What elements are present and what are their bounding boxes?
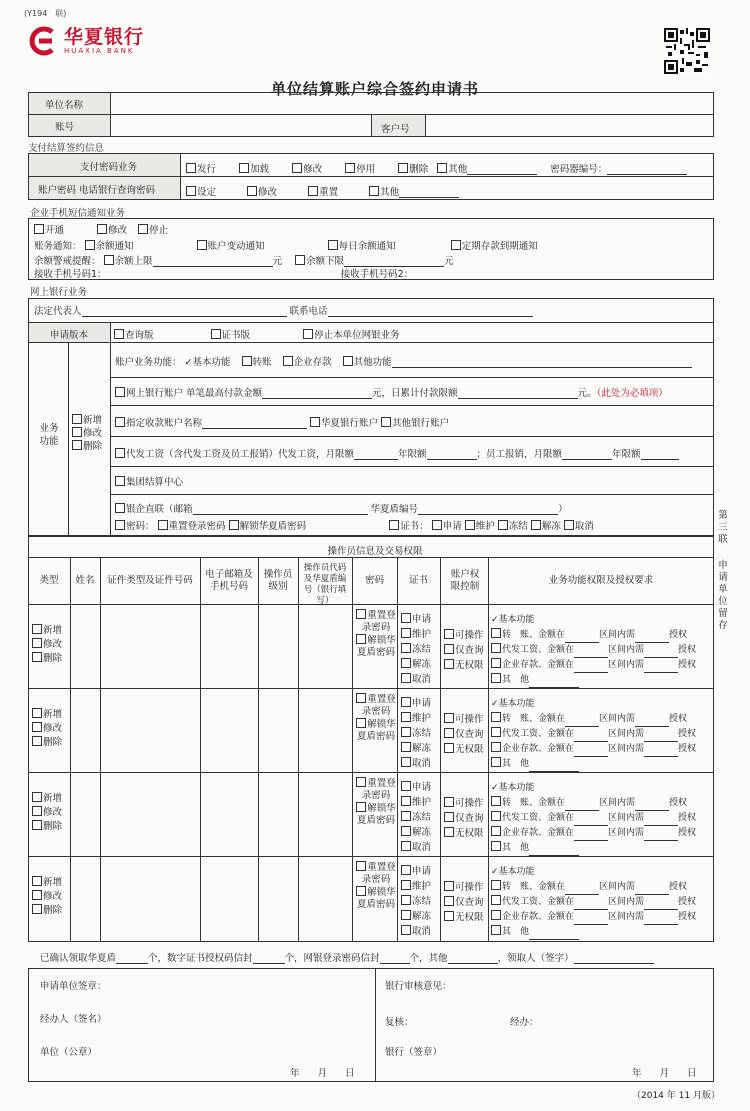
op-unlock-pwd[interactable]: 解锁华夏盾密码 bbox=[356, 719, 396, 742]
op-type-1[interactable]: 修改 bbox=[32, 806, 62, 820]
func-transfer[interactable]: 转账 bbox=[242, 357, 272, 368]
form-version: （2014 年 11 月版） bbox=[632, 1091, 720, 1101]
op-cert-1[interactable]: 维护 bbox=[401, 627, 431, 642]
opt-set[interactable]: 设定 bbox=[186, 187, 216, 198]
op-type-opts bbox=[32, 792, 62, 834]
phone1-field[interactable] bbox=[107, 269, 332, 280]
op-func-opts bbox=[491, 865, 696, 940]
sms-open[interactable]: 开通 bbox=[34, 225, 64, 236]
op-acct-2[interactable]: 无权限 bbox=[444, 826, 484, 841]
op-cert-2[interactable]: 冻结 bbox=[401, 894, 431, 909]
op-func-other[interactable]: 其 他 bbox=[491, 925, 696, 940]
cert-apply[interactable]: 申请 bbox=[432, 521, 462, 532]
daily-limit-field[interactable] bbox=[458, 388, 578, 399]
op-type-2[interactable]: 删除 bbox=[32, 736, 62, 750]
op-acct-1[interactable]: 仅查询 bbox=[444, 811, 484, 826]
signature-table bbox=[28, 968, 714, 1082]
sms-phone-row: 接收手机号码1： 接收手机号码2： bbox=[34, 266, 623, 280]
unit-name-label: 单位名称 bbox=[45, 100, 84, 111]
col-email: 电子邮箱及手机号码 bbox=[205, 569, 253, 592]
bank-handler-label: 经办： bbox=[510, 1017, 539, 1028]
op-type-2[interactable]: 删除 bbox=[32, 820, 62, 834]
opt-modify2[interactable]: 修改 bbox=[247, 187, 277, 198]
online-section-title: 网上银行业务 bbox=[30, 287, 88, 298]
col-cert: 证书 bbox=[408, 575, 428, 586]
op-func-opts bbox=[491, 697, 696, 772]
payee-other[interactable]: 其他银行账户 bbox=[381, 418, 449, 429]
op-pwd-opts bbox=[356, 777, 396, 827]
col-pwd: 密码 bbox=[364, 575, 384, 586]
op-type-1[interactable]: 修改 bbox=[32, 890, 62, 904]
ver-cert[interactable]: 证书版 bbox=[211, 330, 251, 341]
op-cert-opts bbox=[401, 696, 431, 771]
op-cert-3[interactable]: 解冻 bbox=[401, 909, 431, 924]
op-cert-3[interactable]: 解冻 bbox=[401, 825, 431, 840]
cert-unfreeze[interactable]: 解冻 bbox=[531, 521, 561, 532]
op-reset-pwd[interactable]: 重置登录密码 bbox=[356, 861, 396, 886]
col-acct: 账户权限控制 bbox=[450, 569, 480, 592]
reset-login-pwd[interactable]: 重置登录密码 bbox=[158, 521, 226, 532]
opt-reset[interactable]: 重置 bbox=[308, 187, 338, 198]
col-type: 类型 bbox=[39, 575, 59, 586]
payment-pwd-label: 支付密码业务 bbox=[80, 162, 138, 173]
biz-ops bbox=[72, 414, 102, 453]
contact-phone-field[interactable] bbox=[328, 306, 533, 317]
op-acct-0[interactable]: 可操作 bbox=[444, 880, 484, 895]
payee-row: 指定收款账户名称 华夏银行账户 其他银行账户 bbox=[115, 415, 449, 429]
bank-seal-label: 银行（签章） bbox=[385, 1047, 443, 1058]
cert-maint[interactable]: 维护 bbox=[465, 521, 495, 532]
op-func-2[interactable]: 企业存款、金额在 区间内需 授权 bbox=[491, 826, 696, 841]
op-cert-1[interactable]: 维护 bbox=[401, 711, 431, 726]
op-func-1[interactable]: 代发工资、金额在 区间内需 授权 bbox=[491, 895, 696, 910]
op-acct-opts bbox=[444, 712, 484, 757]
alert-upper[interactable]: 余额上限 bbox=[104, 256, 153, 267]
col-id: 证件类型及证件号码 bbox=[107, 575, 193, 586]
op-unlock-pwd[interactable]: 解锁华夏盾密码 bbox=[356, 635, 396, 658]
huaxia-logo-icon bbox=[26, 26, 60, 56]
sms-modify[interactable]: 修改 bbox=[97, 225, 127, 236]
op-cert-0[interactable]: 申请 bbox=[401, 864, 431, 879]
func-other[interactable]: 其他功能 bbox=[343, 357, 392, 368]
col-level: 操作员级别 bbox=[263, 569, 293, 592]
op-acct-1[interactable]: 仅查询 bbox=[444, 643, 484, 658]
op-acct-opts bbox=[444, 628, 484, 673]
sms-ops bbox=[34, 222, 168, 236]
op-acct-opts bbox=[444, 880, 484, 925]
op-type-opts bbox=[32, 708, 62, 750]
col-opcode: 操作员代码及华夏盾编号（银行填写） bbox=[303, 563, 347, 606]
review-label: 复核： bbox=[385, 1017, 414, 1028]
sms-section-title: 企业手机短信通知业务 bbox=[30, 208, 126, 219]
op-func-0[interactable]: 转 账、金额在 区间内需 授权 bbox=[491, 796, 696, 811]
account-label: 账号 bbox=[55, 122, 75, 133]
cert-freeze[interactable]: 冻结 bbox=[498, 521, 528, 532]
op-acct-2[interactable]: 无权限 bbox=[444, 742, 484, 757]
op-type-0[interactable]: 新增 bbox=[32, 876, 62, 890]
operator-title: 操作员信息及交易权限 bbox=[327, 546, 423, 557]
op-cert-2[interactable]: 冻结 bbox=[401, 810, 431, 825]
op-func-2[interactable]: 企业存款、金额在 区间内需 授权 bbox=[491, 910, 696, 925]
op-pwd-opts bbox=[356, 861, 396, 911]
alert-lower[interactable]: 余额下限 bbox=[295, 256, 344, 267]
opt-delete[interactable]: 删除 bbox=[398, 164, 428, 175]
applicant-seal-label: 申请单位签章： bbox=[40, 981, 107, 992]
device-no-label: 密码器编号： bbox=[550, 164, 608, 175]
form-code: (Y194 联) bbox=[24, 9, 67, 18]
sms-alert-row: 余额警戒提醒： 余额上限 元 余额下限 元 bbox=[34, 256, 454, 267]
legal-rep-row: 法定代表人 联系电话 bbox=[34, 303, 533, 317]
op-type-0[interactable]: 新增 bbox=[32, 708, 62, 722]
op-func-2[interactable]: 企业存款、金额在 区间内需 授权 bbox=[491, 742, 696, 757]
ver-query[interactable]: 查询版 bbox=[114, 330, 154, 341]
op-acct-opts bbox=[444, 796, 484, 841]
op-cert-2[interactable]: 冻结 bbox=[401, 642, 431, 657]
op-cert-0[interactable]: 申请 bbox=[401, 780, 431, 795]
op-cert-1[interactable]: 维护 bbox=[401, 795, 431, 810]
op-func-2[interactable]: 企业存款、金额在 区间内需 授权 bbox=[491, 658, 696, 673]
col-func: 业务功能权限及授权要求 bbox=[548, 575, 654, 586]
confirm-row: 已确认领取华夏盾 个，数字证书授权码信封 个，网银登录密码信封 个，其他 ，领取人（签字） bbox=[40, 950, 654, 964]
op-acct-1[interactable]: 仅查询 bbox=[444, 727, 484, 742]
op-unlock-pwd[interactable]: 解锁华夏盾密码 bbox=[356, 803, 396, 826]
op-acct-0[interactable]: 可操作 bbox=[444, 628, 484, 643]
ver-stop[interactable]: 停止本单位网银业务 bbox=[303, 330, 400, 341]
account-pwd-label: 账户密码 电话银行查询密码 bbox=[38, 185, 156, 196]
op-func-basic[interactable]: ✓基本功能 bbox=[491, 867, 535, 877]
op-cert-opts bbox=[401, 780, 431, 855]
func-deposit[interactable]: 企业存款 bbox=[283, 357, 332, 368]
op-func-basic[interactable]: ✓基本功能 bbox=[491, 699, 535, 709]
op-func-basic[interactable]: ✓基本功能 bbox=[491, 615, 535, 625]
op-func-opts bbox=[491, 781, 696, 856]
opt-other[interactable]: 其他 bbox=[437, 164, 537, 175]
applicant-date: 年 月 日 bbox=[290, 1068, 355, 1079]
op-func-opts bbox=[491, 613, 696, 688]
device-no-field[interactable] bbox=[607, 164, 687, 175]
op-reset-pwd[interactable]: 重置登录密码 bbox=[356, 609, 396, 634]
cert-cancel[interactable]: 取消 bbox=[564, 521, 594, 532]
sms-stop[interactable]: 停止 bbox=[138, 225, 168, 236]
func-basic[interactable]: ✓基本功能 bbox=[184, 357, 231, 368]
col-name: 姓名 bbox=[75, 575, 95, 586]
pwd-cert-row: 密码： 重置登录密码 解锁华夏盾密码 证书： 申请 维护 冻结 解冻 取消 bbox=[115, 518, 594, 532]
biz-func-label: 业务功能 bbox=[39, 423, 59, 447]
bank-name-en: HUAXIA BANK bbox=[64, 47, 135, 55]
op-type-2[interactable]: 删除 bbox=[32, 652, 62, 666]
qr-code-icon bbox=[664, 28, 710, 74]
op-cert-opts bbox=[401, 612, 431, 687]
op-func-other[interactable]: 其 他 bbox=[491, 673, 696, 688]
biz-delete[interactable]: 删除 bbox=[72, 440, 102, 453]
op-func-other[interactable]: 其 他 bbox=[491, 757, 696, 772]
biz-modify[interactable]: 修改 bbox=[72, 427, 102, 440]
acct-func-row: 账户业务功能： ✓基本功能 转账 企业存款 其他功能 bbox=[115, 354, 692, 368]
notice-daily[interactable]: 每日余额通知 bbox=[328, 241, 396, 252]
receiver-sign-field[interactable] bbox=[574, 953, 654, 964]
payee-hx[interactable]: 华夏银行账户 bbox=[310, 418, 378, 429]
notice-balance[interactable]: 余额通知 bbox=[85, 241, 134, 252]
op-cert-1[interactable]: 维护 bbox=[401, 879, 431, 894]
opt-modify[interactable]: 修改 bbox=[292, 164, 322, 175]
bank-date: 年 月 日 bbox=[632, 1068, 697, 1079]
op-acct-2[interactable]: 无权限 bbox=[444, 658, 484, 673]
op-func-0[interactable]: 转 账、金额在 区间内需 授权 bbox=[491, 880, 696, 895]
op-pwd-opts bbox=[356, 693, 396, 743]
version-label: 申请版本 bbox=[50, 330, 89, 341]
bank-name-cn: 华夏银行 bbox=[64, 26, 145, 48]
bank-logo bbox=[26, 26, 144, 56]
opt-load[interactable]: 加载 bbox=[239, 164, 269, 175]
op-cert-3[interactable]: 解冻 bbox=[401, 741, 431, 756]
op-cert-4[interactable]: 取消 bbox=[401, 756, 431, 771]
form-title: 单位结算账户综合签约申请书 bbox=[270, 80, 479, 98]
copy-label: 第三联 bbox=[718, 510, 728, 545]
legal-rep-field[interactable] bbox=[82, 306, 287, 317]
op-type-1[interactable]: 修改 bbox=[32, 638, 62, 652]
op-func-1[interactable]: 代发工资、金额在 区间内需 授权 bbox=[491, 811, 696, 826]
opt-issue[interactable]: 发行 bbox=[186, 164, 216, 175]
op-acct-2[interactable]: 无权限 bbox=[444, 910, 484, 925]
bank-opinion-label: 银行审核意见： bbox=[385, 981, 452, 992]
op-acct-1[interactable]: 仅查询 bbox=[444, 895, 484, 910]
single-limit-field[interactable] bbox=[262, 388, 372, 399]
op-cert-4[interactable]: 取消 bbox=[401, 840, 431, 855]
op-func-0[interactable]: 转 账、金额在 区间内需 授权 bbox=[491, 628, 696, 643]
op-unlock-pwd[interactable]: 解锁华夏盾密码 bbox=[356, 887, 396, 910]
payroll-row: 代发工资（含代发工资及员工报销）代发工资，月限额 年限额 ；员工报销，月限额 年限额 bbox=[115, 446, 679, 460]
op-cert-0[interactable]: 申请 bbox=[401, 612, 431, 627]
customer-no-label: 客户号 bbox=[381, 124, 410, 135]
handler-label: 经办人（签名） bbox=[40, 1014, 107, 1025]
op-type-1[interactable]: 修改 bbox=[32, 722, 62, 736]
op-cert-0[interactable]: 申请 bbox=[401, 696, 431, 711]
op-acct-0[interactable]: 可操作 bbox=[444, 712, 484, 727]
op-func-1[interactable]: 代发工资、金额在 区间内需 授权 bbox=[491, 727, 696, 742]
version-opts bbox=[114, 327, 400, 341]
payment-opts-row1 bbox=[186, 161, 687, 175]
op-acct-0[interactable]: 可操作 bbox=[444, 796, 484, 811]
payment-section-title: 支付结算签约信息 bbox=[28, 143, 105, 154]
op-type-2[interactable]: 删除 bbox=[32, 904, 62, 918]
op-reset-pwd[interactable]: 重置登录密码 bbox=[356, 777, 396, 802]
sms-notice-row: 账务通知： 余额通知 账户变动通知 每日余额通知 定期存款到期通知 bbox=[34, 241, 538, 252]
limit-row: 网上银行账户 单笔最高付款金额 元，日累计付款限额 元。（此处为必填项） bbox=[115, 385, 668, 399]
group-center[interactable]: 集团结算中心 bbox=[115, 474, 183, 488]
op-type-opts bbox=[32, 876, 62, 918]
op-type-opts bbox=[32, 624, 62, 666]
payee-name-field[interactable] bbox=[202, 418, 307, 429]
op-pwd-opts bbox=[356, 609, 396, 659]
hx-shield-field[interactable] bbox=[418, 504, 558, 515]
bank-enterprise-row: 银企直联（邮箱 华夏盾编号 ） bbox=[115, 501, 568, 515]
op-func-0[interactable]: 转 账、金额在 区间内需 授权 bbox=[491, 712, 696, 727]
op-func-1[interactable]: 代发工资、金额在 区间内需 授权 bbox=[491, 643, 696, 658]
op-cert-4[interactable]: 取消 bbox=[401, 672, 431, 687]
op-func-basic[interactable]: ✓基本功能 bbox=[491, 783, 535, 793]
notice-change[interactable]: 账户变动通知 bbox=[197, 241, 265, 252]
op-cert-opts bbox=[401, 864, 431, 939]
unit-seal-label: 单位（公章） bbox=[40, 1047, 98, 1058]
opt-disable[interactable]: 停用 bbox=[345, 164, 375, 175]
phone2-field[interactable] bbox=[413, 269, 623, 280]
op-cert-2[interactable]: 冻结 bbox=[401, 726, 431, 741]
email-field[interactable] bbox=[193, 504, 368, 515]
opt-other2[interactable]: 其他 bbox=[369, 187, 459, 198]
op-type-0[interactable]: 新增 bbox=[32, 624, 62, 638]
op-reset-pwd[interactable]: 重置登录密码 bbox=[356, 693, 396, 718]
op-cert-4[interactable]: 取消 bbox=[401, 924, 431, 939]
copy-holder: 申请单位留存 bbox=[718, 560, 728, 631]
unlock-shield-pwd[interactable]: 解锁华夏盾密码 bbox=[229, 521, 307, 532]
notice-deposit[interactable]: 定期存款到期通知 bbox=[451, 241, 538, 252]
biz-add[interactable]: 新增 bbox=[72, 414, 102, 427]
op-func-other[interactable]: 其 他 bbox=[491, 841, 696, 856]
payment-opts-row2 bbox=[186, 184, 459, 198]
op-type-0[interactable]: 新增 bbox=[32, 792, 62, 806]
op-cert-3[interactable]: 解冻 bbox=[401, 657, 431, 672]
